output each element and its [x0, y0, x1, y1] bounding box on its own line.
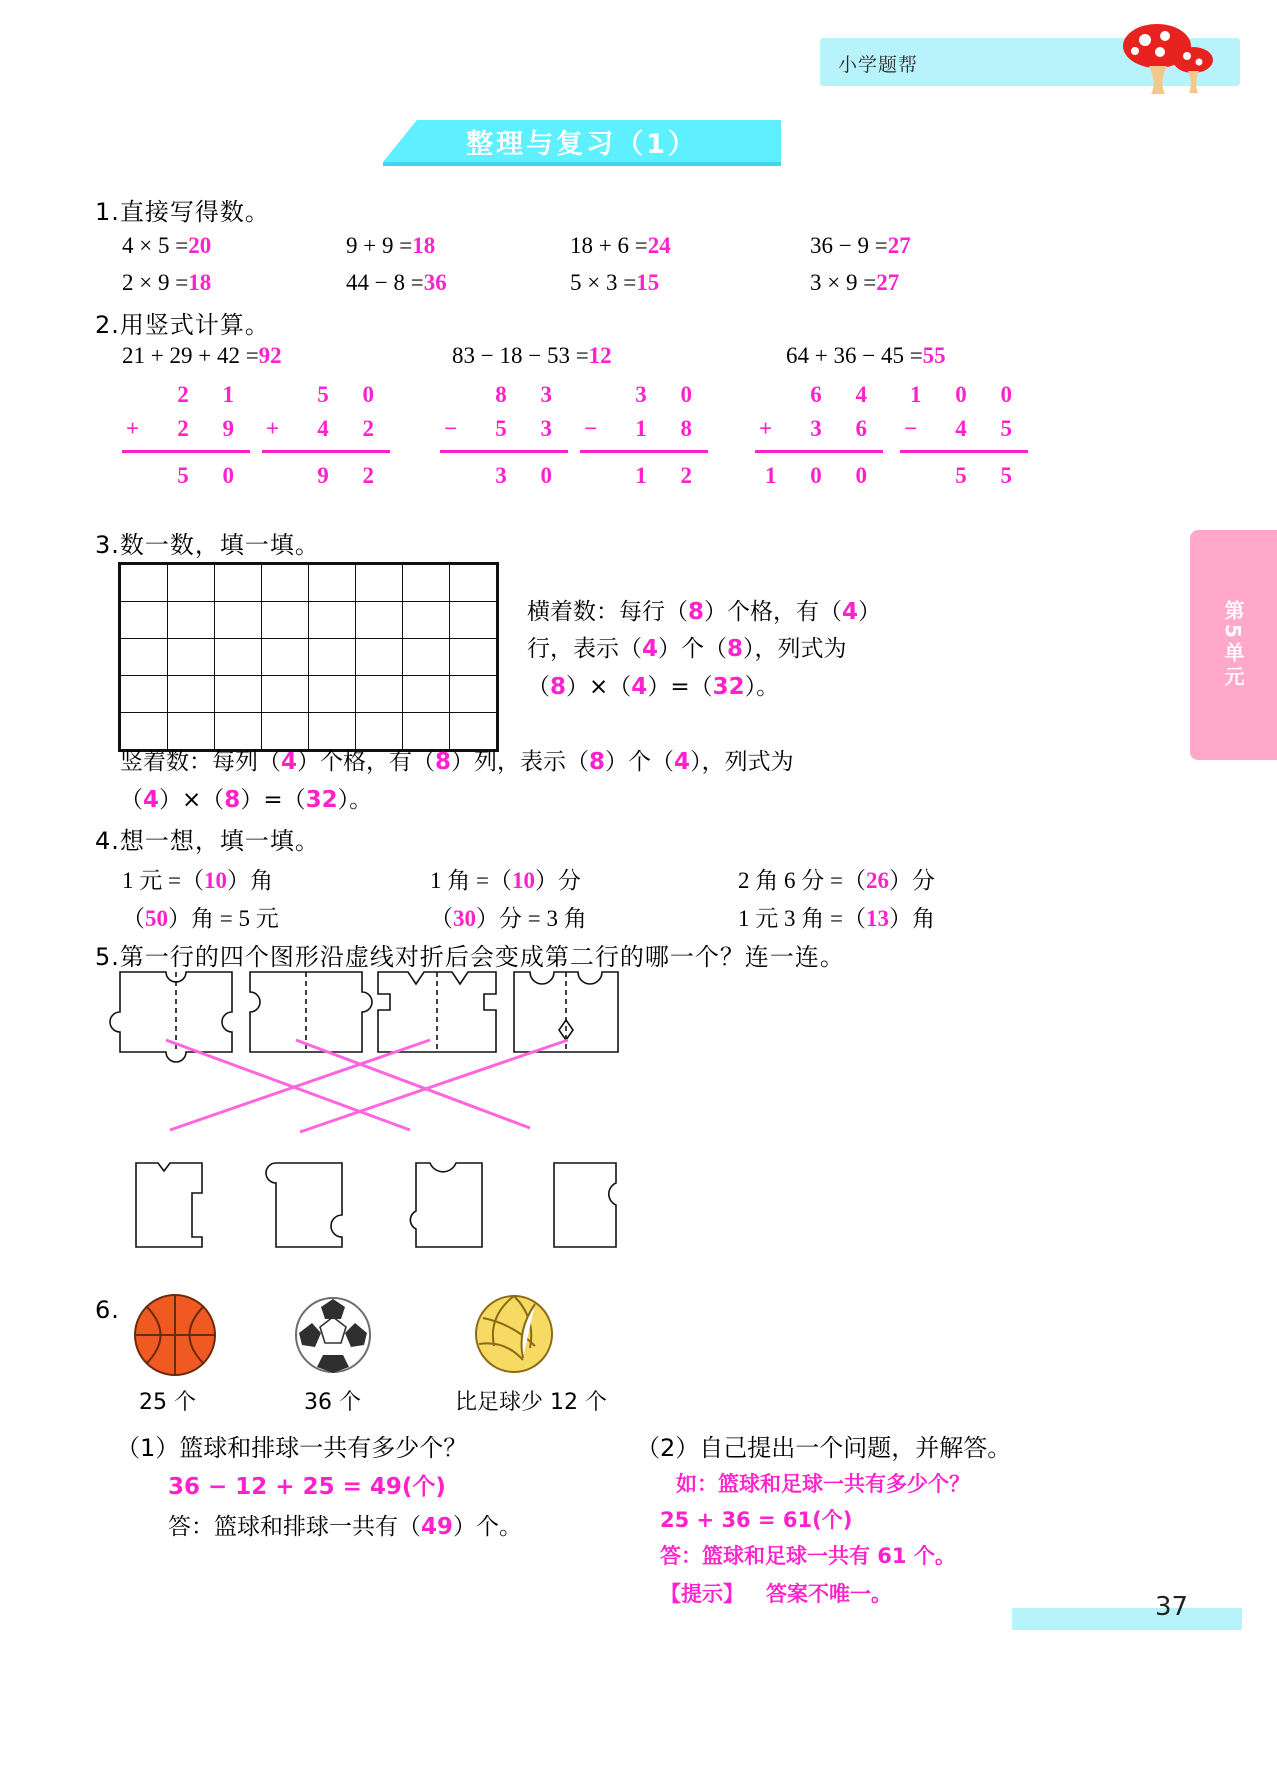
q1-answer: 27 [887, 233, 911, 258]
grid-cell [215, 639, 262, 676]
q1-item: 44 − 8 =36 [346, 270, 447, 295]
vc-top: 2 1 [177, 382, 248, 407]
grid-cell [215, 676, 262, 713]
vc-top: 3 0 [635, 382, 706, 407]
grid-cell [121, 639, 168, 676]
vc-oprow [262, 412, 394, 446]
basketball-icon [132, 1292, 218, 1378]
q3-blank: 8 [727, 636, 744, 662]
vc-op: + [126, 416, 154, 441]
page-number-bar [1012, 1608, 1242, 1630]
vc-result: 5 5 [955, 463, 1026, 488]
soccer-ball-icon [293, 1295, 373, 1375]
unit-side-tab [1190, 530, 1277, 760]
q3-blank: 4 [842, 599, 859, 625]
grid-cell [168, 565, 215, 602]
q3-horizontal-line1: 横着数：每行（8）个格，有（4） [527, 599, 882, 625]
q2-answer: 12 [588, 343, 612, 368]
vc-top: 1 0 0 [910, 382, 1026, 407]
q2-vertical-calc [262, 378, 394, 493]
vc-op: + [759, 416, 787, 441]
grid-cell [309, 676, 356, 713]
grid-cell [356, 602, 403, 639]
q3-blank: 8 [224, 787, 241, 813]
q4-item: 1 元 3 角 =（13）角 [738, 906, 935, 931]
count-grid [118, 562, 499, 752]
vc-result: 1 2 [635, 463, 706, 488]
grid-cell [403, 639, 450, 676]
grid-cell [450, 639, 497, 676]
vc-oprow [580, 412, 712, 446]
q3-blank: 4 [674, 749, 691, 775]
grid-row [121, 602, 497, 639]
q2-vertical-calc [755, 378, 887, 493]
q1-item: 18 + 6 =24 [570, 233, 671, 258]
q2-expression: 83 − 18 − 53 =12 [452, 343, 612, 368]
vc-op: − [904, 416, 932, 441]
grid-cell [356, 565, 403, 602]
vc-result: 5 0 [177, 463, 248, 488]
q4-blank: 26 [865, 868, 889, 893]
grid-cell [450, 602, 497, 639]
q6-part1-work: 36 − 12 + 25 = 49(个) [168, 1474, 446, 1500]
grid-cell [168, 676, 215, 713]
vc-bar [755, 450, 883, 453]
q6-hint [660, 1578, 892, 1608]
vc-bottom: 2 9 [177, 416, 248, 441]
q3-blank: 8 [435, 749, 452, 775]
q4-item: 2 角 6 分 =（26）分 [738, 868, 935, 893]
q6-part2-question: （2）自己提出一个问题，并解答。 [636, 1434, 1012, 1462]
q3-blank: 8 [589, 749, 606, 775]
q1-answer: 24 [647, 233, 671, 258]
q3-blank: 4 [642, 636, 659, 662]
q2-vertical-calc [580, 378, 712, 493]
result-shape-2 [266, 1163, 342, 1247]
volleyball-icon [473, 1292, 555, 1376]
q4-blank: 50 [145, 906, 168, 931]
q1-answer: 36 [423, 270, 447, 295]
grid-row [121, 639, 497, 676]
q3-horizontal-line2: 行，表示（4）个（8），列式为 [527, 636, 847, 662]
q6-part1-blank: 49 [421, 1514, 454, 1540]
q3-blank: 32 [305, 787, 338, 813]
grid-cell [450, 676, 497, 713]
vc-result: 9 2 [317, 463, 388, 488]
match-line-1 [166, 1040, 410, 1130]
brand-label: 小学题帮 [838, 54, 919, 76]
vc-oprow [122, 412, 254, 446]
vc-oprow [440, 412, 572, 446]
q3-vertical-line2: （4）×（8）=（32）。 [120, 787, 373, 813]
grid-cell [309, 639, 356, 676]
grid-cell [168, 639, 215, 676]
q1-heading: 1.直接写得数。 [95, 198, 270, 226]
q1-item: 2 × 9 =18 [122, 270, 212, 295]
q1-item: 9 + 9 =18 [346, 233, 436, 258]
vc-oprow [755, 412, 887, 446]
q1-answer: 20 [188, 233, 212, 258]
grid-row [121, 676, 497, 713]
vc-result: 3 0 [495, 463, 566, 488]
mushroom-icon [1105, 20, 1225, 100]
q6-hint-label: 【提示】 [660, 1582, 744, 1606]
title-text: 整理与复习（1） [466, 128, 698, 160]
vc-result: 1 0 0 [765, 463, 881, 488]
vc-oprow [900, 412, 1032, 446]
grid-cell [309, 602, 356, 639]
q1-item: 3 × 9 =27 [810, 270, 900, 295]
section-title [383, 120, 781, 170]
q1-answer: 18 [412, 233, 436, 258]
q2-vertical-calc [900, 378, 1032, 493]
result-shape-4 [554, 1163, 616, 1247]
match-line-3 [170, 1040, 430, 1130]
vc-op: + [266, 416, 294, 441]
grid-cell [121, 602, 168, 639]
vc-top: 8 3 [495, 382, 566, 407]
q3-blank: 4 [143, 787, 160, 813]
q4-heading: 4.想一想，填一填。 [95, 827, 320, 855]
q4-blank: 10 [511, 868, 535, 893]
q6-part2-line1: 如：篮球和足球一共有多少个？ [676, 1472, 970, 1496]
vc-top: 6 4 [810, 382, 881, 407]
q1-item: 5 × 3 =15 [570, 270, 660, 295]
vc-bottom: 1 8 [635, 416, 706, 441]
q1-answer: 27 [876, 270, 900, 295]
vc-bottom: 4 2 [317, 416, 388, 441]
grid-cell [309, 565, 356, 602]
q2-expression: 21 + 29 + 42 =92 [122, 343, 282, 368]
grid-cell [262, 602, 309, 639]
grid-cell [121, 565, 168, 602]
basketball-count-label: 25 个 [139, 1390, 196, 1415]
result-shape-1 [136, 1163, 202, 1247]
q6-hint-text: 答案不唯一。 [766, 1582, 892, 1606]
q6-part2-line3: 答：篮球和足球一共有 61 个。 [660, 1544, 956, 1568]
q3-blank: 4 [281, 749, 298, 775]
q4-item: （50）角 = 5 元 [122, 906, 279, 931]
q2-heading: 2.用竖式计算。 [95, 311, 270, 339]
q4-item: 1 元 =（10）角 [122, 868, 273, 893]
q3-vertical-line1: 竖着数：每列（4）个格，有（8）列，表示（8）个（4），列式为 [120, 749, 794, 775]
vc-bottom: 5 3 [495, 416, 566, 441]
q1-answer: 18 [188, 270, 212, 295]
q4-blank: 10 [203, 868, 227, 893]
vc-bar [580, 450, 708, 453]
grid-cell [262, 676, 309, 713]
fold-shapes-row2 [130, 1155, 650, 1265]
volleyball-count-label: 比足球少 12 个 [455, 1390, 607, 1415]
grid-cell [403, 676, 450, 713]
q4-blank: 13 [865, 906, 889, 931]
q5-heading: 5.第一行的四个图形沿虚线对折后会变成第二行的哪一个？连一连。 [95, 943, 845, 971]
q1-item: 4 × 5 =20 [122, 233, 212, 258]
q1-answer: 15 [636, 270, 660, 295]
count-grid-table [120, 564, 497, 750]
soccer-count-label: 36 个 [304, 1390, 361, 1415]
grid-cell [356, 639, 403, 676]
q2-vertical-calc [122, 378, 254, 493]
q6-part1-question: （1）篮球和排球一共有多少个？ [116, 1434, 468, 1462]
grid-cell [262, 639, 309, 676]
vc-top: 5 0 [317, 382, 388, 407]
q3-blank: 8 [688, 599, 705, 625]
grid-cell [215, 565, 262, 602]
q4-item: 1 角 =（10）分 [430, 868, 581, 893]
q2-answer: 92 [258, 343, 282, 368]
q2-expression: 64 + 36 − 45 =55 [786, 343, 946, 368]
q3-blank: 8 [550, 674, 567, 700]
q3-heading: 3.数一数，填一填。 [95, 531, 320, 559]
grid-cell [450, 565, 497, 602]
vc-bar [122, 450, 250, 453]
vc-op: − [584, 416, 612, 441]
grid-cell [356, 676, 403, 713]
q6-part1-answer: 答：篮球和排球一共有（49）个。 [168, 1514, 523, 1540]
title-underline [383, 162, 781, 166]
q4-blank: 30 [453, 906, 476, 931]
grid-cell [403, 602, 450, 639]
q4-item: （30）分 = 3 角 [430, 906, 587, 931]
q1-item: 36 − 9 =27 [810, 233, 911, 258]
grid-cell [262, 565, 309, 602]
grid-cell [215, 602, 262, 639]
q6-part2-line2: 25 + 36 = 61(个) [660, 1508, 853, 1532]
q2-vertical-calc [440, 378, 572, 493]
vc-bar [262, 450, 390, 453]
vc-op: − [444, 416, 472, 441]
vc-bar [900, 450, 1028, 453]
q3-horizontal-line3: （8）×（4）=（32）。 [527, 674, 780, 700]
q3-blank: 32 [712, 674, 745, 700]
q3-blank: 4 [631, 674, 648, 700]
vc-bottom: 4 5 [955, 416, 1026, 441]
grid-cell [403, 565, 450, 602]
q2-answer: 55 [922, 343, 946, 368]
grid-row [121, 565, 497, 602]
result-shape-3 [410, 1163, 482, 1247]
q6-number: 6. [95, 1296, 120, 1324]
matching-lines [100, 1020, 660, 1170]
page-number: 37 [1155, 1592, 1189, 1622]
vc-bar [440, 450, 568, 453]
vc-bottom: 3 6 [810, 416, 881, 441]
grid-cell [121, 676, 168, 713]
match-line-2 [296, 1040, 530, 1128]
unit-side-tab-label: 第5单元 [1221, 600, 1245, 690]
grid-cell [168, 602, 215, 639]
match-line-4 [300, 1040, 568, 1132]
